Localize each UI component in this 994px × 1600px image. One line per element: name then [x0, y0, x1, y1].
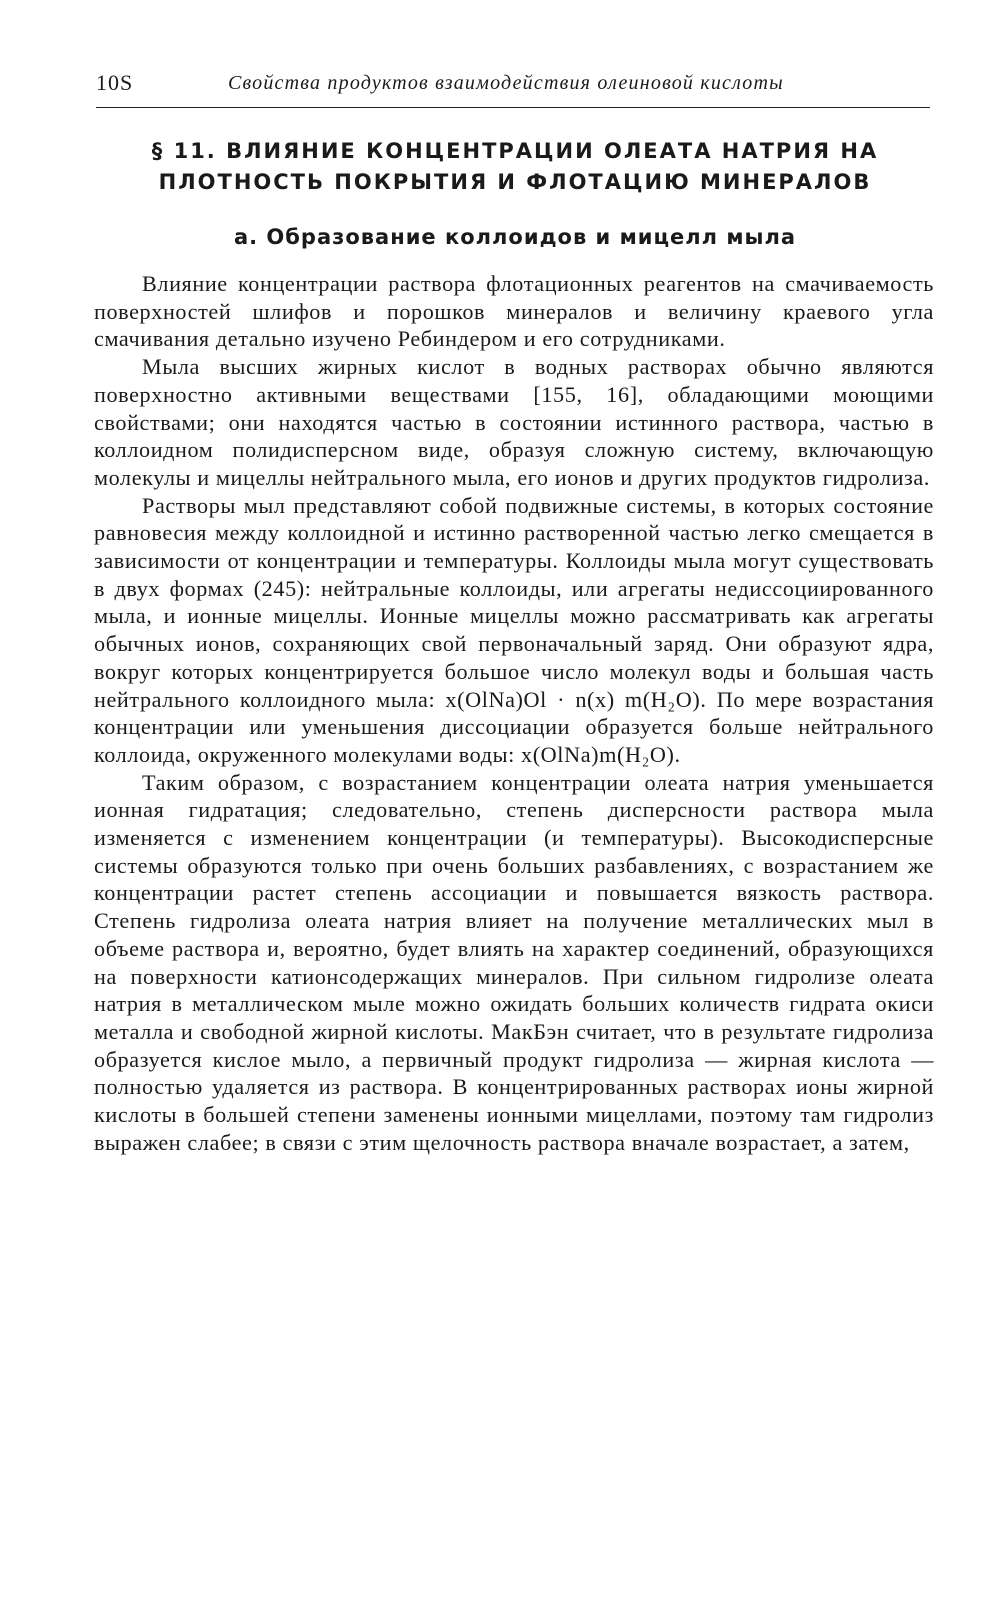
running-title: Свойства продуктов взаимодействия олеиновой кислоты [228, 72, 784, 94]
paragraph: Растворы мыл представляют собой подвижные системы, в которых состояние равновесия между коллоидной и истинно растворенной частью легко смещается в зависимости от концентрации и температуры. Коллоиды мыла могут существовать в двух формах (245): нейтральные коллоиды, или агрегаты недиссоциированного мыла, и ионные мицеллы. Ионные мицеллы можно рассматривать как агрегаты обычных ионов, сохраняющих свой первоначальный заряд. Они образуют ядра, вокруг которых концентрируется большое число молекул воды и большая часть нейтрального коллоидного мыла: x(OlNa)Ol · n(x) m(H₂O). По мере возрастания концентрации или уменьшения диссоциации образуется больше нейтрального коллоида, окруженного молекулами воды: x(OlNa)m(H₂O). [94, 492, 934, 767]
paragraph: Влияние концентрации раствора флотационных реагентов на смачиваемость поверхностей шлифов и порошков минералов и величину краевого угла смачивания детально изучено Ребиндером и его сотрудниками. [94, 271, 934, 352]
paragraph: Мыла высших жирных кислот в водных растворах обычно являются поверхностно активными веществами [155, 16], обладающими моющими свойствами; они находятся частью в состоянии истинного раствора, частью в коллоидном полидисперсном виде, образуя сложную систему, включающую молекулы и мицеллы нейтрального мыла, его ионов и других продуктов гидролиза. [94, 354, 934, 490]
subsection-title: а. Образование коллоидов и мицелл мыла [233, 225, 797, 249]
paragraph: Таким образом, с возрастанием концентрации олеата натрия уменьшается ионная гидратация; следовательно, степень дисперсности раствора мыла изменяется с изменением концентрации (и температуры). Высокодисперсные системы образуются только при очень больших разбавлениях, с возрастанием же концентрации растет степень ассоциации и повышается вязкость раствора. Степень гидролиза олеата натрия влияет на получение металлических мыл в объеме раствора и, вероятно, будет влиять на характер соединений, образующихся на поверхности катионсодержащих минералов. При сильном гидролизе олеата натрия в металлическом мыле можно ожидать больших количеств гидрата окиси металла и свободной жирной кислоты. МакБэн считает, что в результате гидролиза образуется кислое мыло, а первичный продукт гидролиза — жирная кислота — полностью удаляется из раствора. В концентрированных растворах ионы жирной кислоты в большей степени заменены ионными мицеллами, поэтому там гидролиз выражен слабее; в связи с этим щелочность раствора вначале возрастает, а затем, [94, 769, 934, 1155]
page-number: 10S [96, 70, 134, 95]
header-rule [96, 107, 930, 108]
running-head [96, 70, 934, 104]
body-text [94, 270, 934, 1157]
section-title: § 11. ВЛИЯНИЕ КОНЦЕНТРАЦИИ ОЛЕАТА НАТРИЯ НА ПЛОТНОСТЬ ПОКРЫТИЯ И ФЛОТАЦИЮ МИНЕРАЛОВ [151, 139, 879, 194]
